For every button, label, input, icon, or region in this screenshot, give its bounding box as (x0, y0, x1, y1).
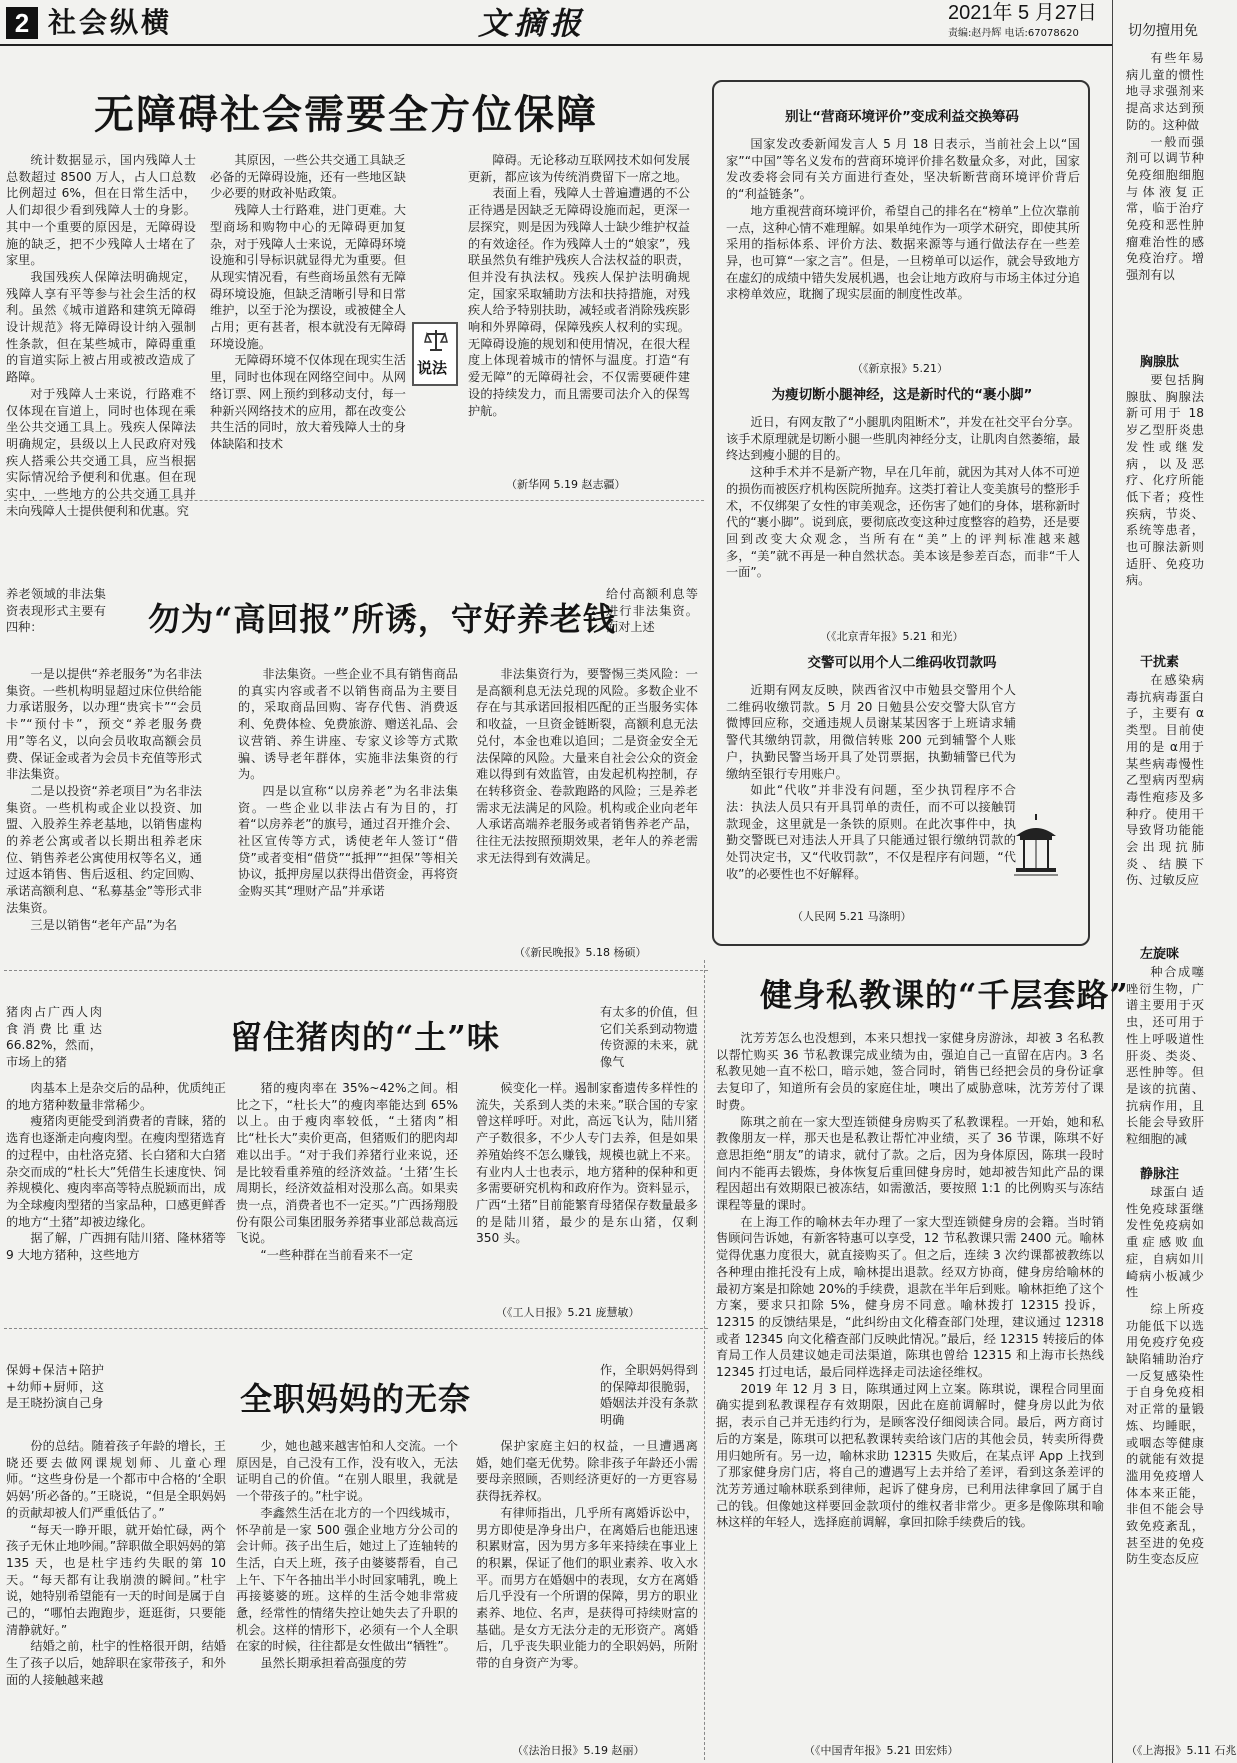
pavilion-icon (1014, 818, 1058, 876)
article-4-col2: 少，她也越来越害怕和人交流。一个原因是，自己没有工作，没有收入，无法证明自己的价值。“在别人眼里，我就是一个带孩子的。”杜宇说。 李鑫然生活在北方的一个四线城市，怀孕前是一家 500 强企业地方分公司的会计师。孩子出生后，她过上了连轴转的生活，白天上班，孩子由婆婆帮看，自己上午、下午各抽出半小时回家哺乳，晚上再接婆婆的班。这样的生活令她非常疲惫，经常性的情绪失控让她失去了升职的机会。这样的情形下，必须有一个人全职在家的时候，往往都是女性做出“牺牲”。 虽然长期承担着高强度的劳 (236, 1439, 458, 1671)
article-2-col2: 非法集资。一些企业不具有销售商品的真实内容或者不以销售商品为主要目的，采取商品回购、寄存代售、消费返利、免费体检、免费旅游、赠送礼品、会议营销、养生讲座、专家义诊等方式欺骗、诱导老年群体，实施非法集资的行为。 四是以宣称“以房养老”为名非法集资。一些企业以非法占有为目的，打着“以房养老”的旗号，通过召开推介会、社区宣传等方式，诱使老年人签订“借贷”或者变相“借贷”“抵押”“担保”等相关协议，抵押房屋以获得出借资金，再将资金购买其“理财产品”并承诺 (238, 667, 458, 899)
box-3-body: 近期有网友反映，陕西省汉中市勉县交警用个人二维码收缴罚款。5 月 20 日勉县公安交警大队官方微博回应称，交通违规人员谢某某因客于上班请求辅警代其缴纳罚款，用微信转账 200 元到辅警个人账户，执勤民警当场开具了处罚票据，执勤辅警已代为缴纳至银行专用账户。 如此“代收”并非没有问题，至少执罚程序不合法：执法人员只有开具罚单的责任，而不可以接触罚款现金，这里就是一条铁的原则。在此次事件中，执勤交警既已对违法人开具了只能通过银行缴纳罚款的处罚决定书，又“代收罚款”，不仅是程序有问题，“代收”的必要性也不好解释。 (726, 683, 1016, 881)
article-2-col1: 一是以提供“养老服务”为名非法集资。一些机构明显超过床位供给能力承诺服务，以办理“贵宾卡”“会员卡”“预付卡”，预交“养老服务费用”等名义，以向会员收取高额会员费、保证金或者为会员卡充值等形式非法集资。 二是以投资“养老项目”为名非法集资。一些机构或企业以投资、加盟、入股养生养老基地，以销售虚构的养老公寓或者以长期出租养老床位、销售养老公寓使用权等名义，通过返本销售、售后返租、约定回购、承诺高额利息、“私募基金”等形式非法集资。 三是以销售“老年产品”为名 (6, 667, 202, 932)
article-4-title: 全职妈妈的无奈 (240, 1380, 472, 1418)
article-4-source: （《法治日报》5.19 赵丽） (512, 1744, 645, 1757)
right-column-body-2: 要包括胸腺肽、胸腺法新可用于 18 岁乙型肝炎患发性或继发病，以及恶疗、化疗所能低下者；疫性疾病，节炎、系统等患者，也可腺法新则适肝、免疫功病。 (1126, 373, 1204, 588)
article-4-col1: 份的总结。随着孩子年龄的增长，王晓还要去做网课规划师、儿童心理师。“这些身份是一个都市中合格的‘全职妈妈’所必备的。”王晓说，“但是全职妈妈的贡献却被人们严重低估了。” “每天一睁开眼，就开始忙碌，两个孩子无休止地吵闹。”辞职做全职妈妈的第 135 天，也是杜宇违约失眠的第 10 天。“每天都有让我崩溃的瞬间。”杜宇说，她特别希望能有一天的时间是属于自己的，“哪怕去跑跑步，逛逛街，只要能清静就好。” 结婚之前，杜宇的性格很开朗，结婚生了孩子以后，她辞职在家带孩子，和外面的人接触越来越 (6, 1439, 226, 1687)
right-column-sub-1: 胸腺肽 (1140, 355, 1180, 370)
box-3-source: （人民网 5.21 马涤明） (792, 910, 912, 923)
right-column-sub-4: 静脉注 (1140, 1167, 1180, 1182)
editor-line: 责编:赵丹辉 电话:67078620 (948, 28, 1079, 39)
box-3-title: 交警可以用个人二维码收罚款吗 (807, 655, 997, 671)
article-4-intro: 保姆+保洁+陪护+幼师+厨师，这是王晓扮演自己身 (6, 1363, 104, 1411)
box-2-title: 为瘦切断小腿神经，这是新时代的“裹小脚” (771, 387, 1033, 403)
article-3-intro: 猪肉占广西人肉食消费比重达66.82%，然而，市场上的猪 (6, 1005, 102, 1070)
issue-date: 2021年 5 月27日 (948, 2, 1097, 24)
article-4-col3: 保护家庭主妇的权益，一旦遭遇离婚，她们毫无优势。除非孩子年龄还小需要母亲照顾，否则经济更好的一方更容易获得抚养权。 有律师指出，几乎所有离婚诉讼中，男方即使是净身出户，在离婚后也能迅速积累财富，因为男方多年来持续在事业上的积累，保证了他们的职业素养、收入水平。而男方在婚姻中的表现，女方在离婚后几乎没有一个所谓的保障，男方的职业素养、地位、名声，是获得可持续财富的基础。是女方无法分走的无形资产。离婚后，几乎丧失职业能力的全职妈妈，所附带的自身资产为零。 (476, 1439, 698, 1671)
box-1-body: 国家发改委新闻发言人 5 月 18 日表示，当前社会上以“国家”“中国”等名义发布的营商环境评价排名数量众多，对此，国家发改委将会同有关方面进行查处，坚决斩断营商环境评价背后的“利益链条”。 地方重视营商环境评价，希望自己的排名在“榜单”上位次靠前一点，这种心情不难理解。如果单纯作为一项学术研究，即使其所采用的指标体系、评价方法、数据来源等与通行做法存在一些差异，也可算“一家之言”。但是，一旦榜单可以运作，就会导致地方在虚幻的成绩中错失发展机遇，也会让地方政府与市场主体过分追求榜单效应，耽搁了现实层面的制度性改革。 (726, 137, 1080, 302)
column-divider (1112, 0, 1113, 1763)
box-2-body: 近日，有网友散了“小腿肌肉阻断术”，并发在社交平台分享。该手术原理就是切断小腿一些肌肉神经分支，让肌肉自然萎缩，最终达到瘦小腿的目的。 这种手术并不是新产物，早在几年前，就因为其对人体不可逆的损伤而被医疗机构医院所抛弃。这类打着让人变美旗号的整形手术，不仅绑架了女性的审美观念，还伤害了她们的身体，堪称新时代的“裹小脚”。说到底，要彻底改变这种过度整容的趋势，还是要回到改变大众观念，当所有在“美”上的评判标准越来越多，“美”就不再是一种自然状态。美本该是参差百态，而非“千人一面”。 (726, 415, 1080, 580)
article-3-col1: 肉基本上是杂交后的品种，优质纯正的地方猪种数量非常稀少。 瘦猪肉更能受到消费者的青睐，猪的选育也逐渐走向瘦肉型。在瘦肉型猪选育的过程中，由杜洛克猪、长白猪和大白猪杂交而成的“杜长大”凭借生长速度快、饲养规模化、瘦肉率高等特点脱颖而出，成为全球瘦肉型猪的当家品种，口感更鲜香的地方“土猪”却被边缘化。 据了解，广西拥有陆川猪、隆林猪等 9 大地方猪种，这些地方 (6, 1081, 226, 1263)
right-column-body-1: 有些年易病儿童的惯性地寻求强剂来提高求达到预防的。这种做 一般而强剂可以调节种免疫细胞细胞与体液复正常，临于治疗免疫和恶性肿瘤难治性的感免疫治疗。增强剂有以 (1126, 51, 1204, 283)
divider (4, 500, 704, 501)
right-column-source: （《上海报》5.11 石兆 (1126, 1744, 1237, 1757)
article-4-intro-right: 作，全职妈妈得到的保障却很脆弱，婚姻法并没有条款明确 (600, 1363, 698, 1428)
article-1-col3: 障碍。无论移动互联网技术如何发展更新，都应该为传统消费留下一席之地。 表面上看，残障人士普遍遭遇的不公正待遇是因缺乏无障碍设施而起，更深一层探究，则是因为残障人士缺少维护权益的有效途径。作为残障人士的“娘家”，残联虽然负有维护残疾人合法权益的职责，但并没有执法权。残疾人保护法明确规定，国家采取辅助方法和扶持措施，对残疾人给予特别扶助，减轻或者消除残疾影响和外界障碍，保障残疾人权利的实现。无障碍设施的规划和使用情况，在很大程度上体现着城市的情怀与温度。打造“有爱无障”的无障碍社会，不仅需要硬件建设的持续发力，而且需要司法介入的保驾护航。 (468, 153, 690, 418)
box-2-source: （《北京青年报》5.21 和光） (820, 630, 964, 643)
article-3-col3: 候变化一样。遏制家畜遗传多样性的流失，关系到人类的未来。”联合国的专家曾这样呼吁。对此，高远飞认为，陆川猪产子数很多，不少人专门去养，但是如果养殖始终不怎么赚钱，规模也就上不来。有业内人士也表示，地方猪种的保种和更多需要研究机构和政府作为。资料显示，广西“土猪”目前能繁育母猪保存数量最多的是陆川猪，最少的是东山猪，仅剩 350 头。 (476, 1081, 698, 1246)
article-2-intro: 养老领域的非法集资表现形式主要有四种： (6, 587, 106, 635)
divider (4, 970, 708, 971)
page-number: 2 (6, 7, 38, 39)
article-3-title: 留住猪肉的“土”味 (230, 1018, 500, 1056)
article-1-col1: 统计数据显示，国内残障人士总数超过 8500 万人，占人口总数比例超过 6%，但在日常生活中，人们却很少看到残障人士的身影。其中一个重要的原因是，无障碍设施的缺乏，把不少残障人士堵在了家里。 我国残疾人保障法明确规定，残障人享有平等参与社会生活的权利。虽然《城市道路和建筑无障碍设计规范》将无障碍设计纳入强制性条款，但在某些城市，障碍重重的盲道实际上被占用或被改造成了路障。 对于残障人士来说，行路难不仅体现在盲道上，同时也体现在乘坐公共交通工具上。残疾人保障法明确规定，县级以上人民政府对残疾人搭乘公共交通工具，应当根据实际情况给予便利和优惠。但在现实中，一些地方的公共交通工具并未向残障人士提供便利和优惠。究 (6, 153, 196, 518)
scales-icon (425, 328, 447, 352)
box-1-title: 别让“营商环境评价”变成利益交换筹码 (785, 109, 1019, 125)
right-column-body-3: 在感染病毒抗病毒蛋白子，主要有 α类型。目前使用的是 α用于某些病毒慢性乙型病丙型病毒性疱疹及多种疗。使用干导致肾功能能会出现抗肺炎、结膜下伤、过敏反应 (1126, 673, 1204, 888)
right-column-sub-2: 干扰素 (1140, 655, 1180, 670)
paper-name: 文摘报 (478, 6, 586, 42)
article-2-col3: 非法集资行为，要警惕三类风险：一是高额利息无法兑现的风险。多数企业不存在与其承诺回报相匹配的正当服务实体和收益，一旦资金链断裂，高额利息无法兑付，本金也难以追回；二是资金安全无法保障的风险。大量来自社会公众的资金难以得到有效监管，由发起机构控制，存在转移资金、卷款跑路的风险；三是养老需求无法满足的风险。机构或企业向老年人承诺高端养老服务或者销售养老产品，往往无法按照预期效果，老年人的养老需求无法得到有效满足。 (476, 667, 698, 865)
right-column-sub-3: 左旋咪 (1140, 947, 1180, 962)
right-column-body-4: 种合成噻唑衍生物，广谱主要用于灭虫，还可用于性上呼吸道性肝炎、类炎、恶性肿等。但是该的抗菌、抗病作用，且长能会导致肝粒细胞的减 (1126, 965, 1204, 1147)
divider (4, 1328, 708, 1329)
badge-label: 说法 (417, 359, 448, 377)
section-title: 社会纵横 (48, 7, 173, 38)
masthead (0, 0, 1112, 46)
column-divider (704, 960, 705, 1760)
article-2-title: 勿为“高回报”所诱，守好养老钱 (148, 600, 616, 638)
article-1-source: （新华网 5.19 赵志疆） (506, 478, 626, 491)
right-column-title: 切勿擅用免 (1128, 23, 1198, 39)
article-3-source: （《工人日报》5.21 庞慧敏） (496, 1306, 640, 1319)
article-1-col2: 其原因，一些公共交通工具缺乏必备的无障碍设施，还有一些地区缺少必要的财政补贴政策。 残障人士行路难，进门更难。大型商场和购物中心的无障碍更加复杂，对于残障人士来说，无障碍环境设施和引导标识就显得尤为重要。但从现实情况看，有些商场虽然有无障碍环境设施，但缺乏清晰引导和日常维护，以至于沦为摆设，或被健全人占用；更有甚者，根本就没有无障碍环境设施。 无障碍环境不仅体现在现实生活里，同时也体现在网络空间中。从网络订票、网上预约到移动支付，每一种新兴网络技术的应用，都在改变公共生活的同时，放大着残障人士的身体缺陷和技术 (210, 153, 406, 451)
article-2-source: （《新民晚报》5.18 杨硕） (514, 946, 647, 959)
article-2-intro-right: 给付高额利息等进行非法集资。面对上述 (606, 587, 698, 635)
box-1-source: （《新京报》5.21） (852, 362, 948, 375)
article-1-title: 无障碍社会需要全方位保障 (94, 91, 598, 138)
law-badge (412, 322, 458, 386)
article-3-intro-right: 有太多的价值，但它们关系到动物遗传资源的未来，就像气 (600, 1005, 698, 1070)
article-3-col2: 猪的瘦肉率在 35%~42%之间。相比之下，“杜长大”的瘦肉率能达到 65%以上。由于瘦肉率较低，“土猪肉”相比“杜长大”卖价更高，但猪贩们的肥肉却难以出手。“对于我们养猪行业来说，还是比较看重养殖的经济效益。‘土猪’生长周期长，经济效益相对没那么高。如果卖贵一点，消费者也不一定买。”广西扬翔股份有限公司集团服务养猪事业部总裁高远飞说。 “一些种群在当前看来不一定 (236, 1081, 458, 1263)
article-5-title: 健身私教课的“千层套路” (760, 976, 1129, 1014)
right-column-body-5: 球蛋白 适性免疫球蛋继发性免疫病如重症感败血症，自病如川崎病小板减少性 综上所疫功能低下以选用免疫疗免疫缺陷辅助治疗一反复感染性于自身免疫相对正常的量锻炼、均睡眠，或咽态等健康的就能有效提滥用免疫增人体本来正能，非但不能会导致免疫紊乱，甚至进的免疫防生变态反应 (1126, 1185, 1204, 1567)
article-5-body: 沈芳芳怎么也没想到，本来只想找一家健身房游泳，却被 3 名私教以帮忙购买 36 节私教课完成业绩为由，强迫自己一直留在店内。3 名私教见她一直不松口，暗示她，签合同时，销售已经把会员的身份证拿去复印了，知道所有会员的家庭住址，噢出了威胁意味，沈芳芳付了课时费。 陈琪之前在一家大型连锁健身房购买了私教课程。一开始，她和私教像朋友一样，那天也是私教让帮忙冲业绩，买了 36 节课，陈琪不好意思拒绝“朋友”的请求，就付了款。之后，因为身体原因，陈琪一段时间内不能再去锻炼，身体恢复后重回健身房时，她却被告知此产品的课程因超出有效期限已被冻结，如需激活，要按照 1:1 的比例购买与冻结课程等量的课时。 在上海工作的喻林去年办理了一家大型连锁健身房的会籍。当时销售顾问告诉她，有新客特惠可以享受，12 节私教课只需 2400 元。喻林觉得优惠力度很大，就直接购买了。但之后，连续 3 次约课都被教练以各种理由推托没有上成，喻林提出退款。经双方协商，健身房给喻林的最初方案是扣除她 20%的手续费，退款在半年后到账。喻林拒绝了这个方案，要求只扣除 5%，健身房不同意。喻林拨打 12315 投诉，12315 的反馈结果是，“此纠纷由文化稽查部门处理，建议通过 12318 或者 12345 向文化稽查部门反映此情况。”最后，经 12315 转接后的体育局工作人员建议她走司法渠道，陈琪也曾给 12315 和上海市长热线 12345 打过电话，最后同样选择走司法途径维权。 2019 年 12 月 3 日，陈琪通过网上立案。陈琪说，课程合同里面确实提到私教课程存有效期限，因此在庭前调解时，健身房以此为依据，表示自己并无违约行为，是顾客没仔细阅读合同。最后，两方商讨后的方案是，陈琪可以把私教课转卖给该门店的其他会员，转卖所得费用归她所有。另一边，喻林求助 12315 失败后，在某点评 App 上找到了那家健身房门店，将自己的遭遇写上去并给了差评，看到这条差评的沈芳芳通过喻林联系到律师，起诉了健身房，已利用法律拿回了属于自己的钱。但像她这样要回金款项付的维权者非常少。更多是像陈琪和喻林这样的年轻人，选择庭前调解，拿回扣除手续费后的钱。 (716, 1031, 1104, 1530)
article-5-source: （《中国青年报》5.21 田宏炜） (804, 1744, 959, 1757)
